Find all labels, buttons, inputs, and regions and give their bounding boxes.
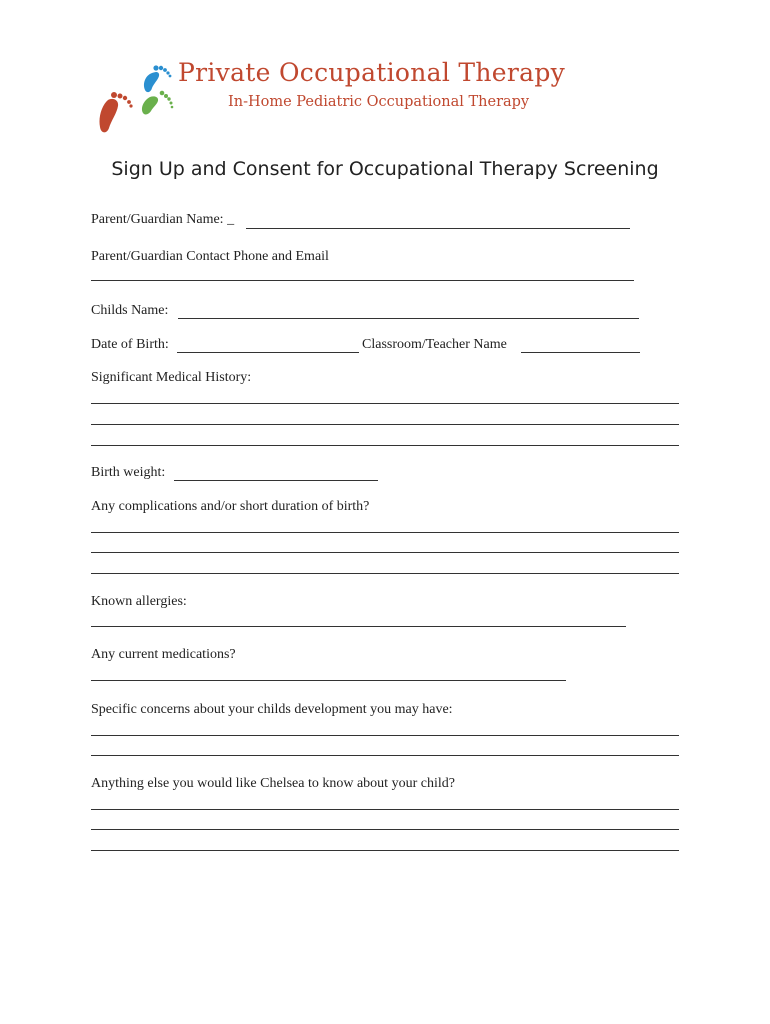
medical-history-line-3[interactable] — [91, 445, 679, 446]
concerns-label: Specific concerns about your childs development you may have: — [91, 702, 453, 717]
complications-label: Any complications and/or short duration of birth? — [91, 499, 370, 514]
parent-contact-label: Parent/Guardian Contact Phone and Email — [91, 249, 329, 264]
classroom-line[interactable] — [521, 352, 640, 353]
dob-line[interactable] — [177, 352, 359, 353]
green-footprint-icon — [142, 91, 173, 115]
medications-label: Any current medications? — [91, 647, 236, 662]
child-name-label: Childs Name: — [91, 303, 169, 318]
concerns-line-1[interactable] — [91, 735, 679, 736]
blue-footprint-icon — [144, 65, 171, 92]
medications-line[interactable] — [91, 680, 566, 681]
complications-line-1[interactable] — [91, 532, 679, 533]
brand-subtitle: In-Home Pediatric Occupational Therapy — [228, 94, 530, 110]
parent-contact-line[interactable] — [91, 280, 634, 281]
classroom-label: Classroom/Teacher Name — [362, 337, 507, 352]
form-title: Sign Up and Consent for Occupational Therapy Screening — [111, 158, 659, 180]
anything-else-line-1[interactable] — [91, 809, 679, 810]
parent-name-line[interactable] — [246, 228, 630, 229]
footprints-icon — [90, 45, 180, 145]
anything-else-line-3[interactable] — [91, 850, 679, 851]
complications-line-3[interactable] — [91, 573, 679, 574]
anything-else-line-2[interactable] — [91, 829, 679, 830]
red-footprint-icon — [99, 92, 132, 132]
dob-label: Date of Birth: — [91, 337, 169, 352]
medical-history-line-2[interactable] — [91, 424, 679, 425]
brand-title: Private Occupational Therapy — [178, 58, 566, 87]
birth-weight-label: Birth weight: — [91, 465, 166, 480]
child-name-line[interactable] — [178, 318, 639, 319]
medical-history-label: Significant Medical History: — [91, 370, 252, 385]
allergies-line[interactable] — [91, 626, 626, 627]
brand-logo — [90, 45, 630, 145]
allergies-label: Known allergies: — [91, 594, 187, 609]
parent-name-label: Parent/Guardian Name: _ — [91, 212, 235, 227]
medical-history-line-1[interactable] — [91, 403, 679, 404]
complications-line-2[interactable] — [91, 552, 679, 553]
concerns-line-2[interactable] — [91, 755, 679, 756]
anything-else-label: Anything else you would like Chelsea to know about your child? — [91, 776, 455, 791]
birth-weight-line[interactable] — [174, 480, 378, 481]
